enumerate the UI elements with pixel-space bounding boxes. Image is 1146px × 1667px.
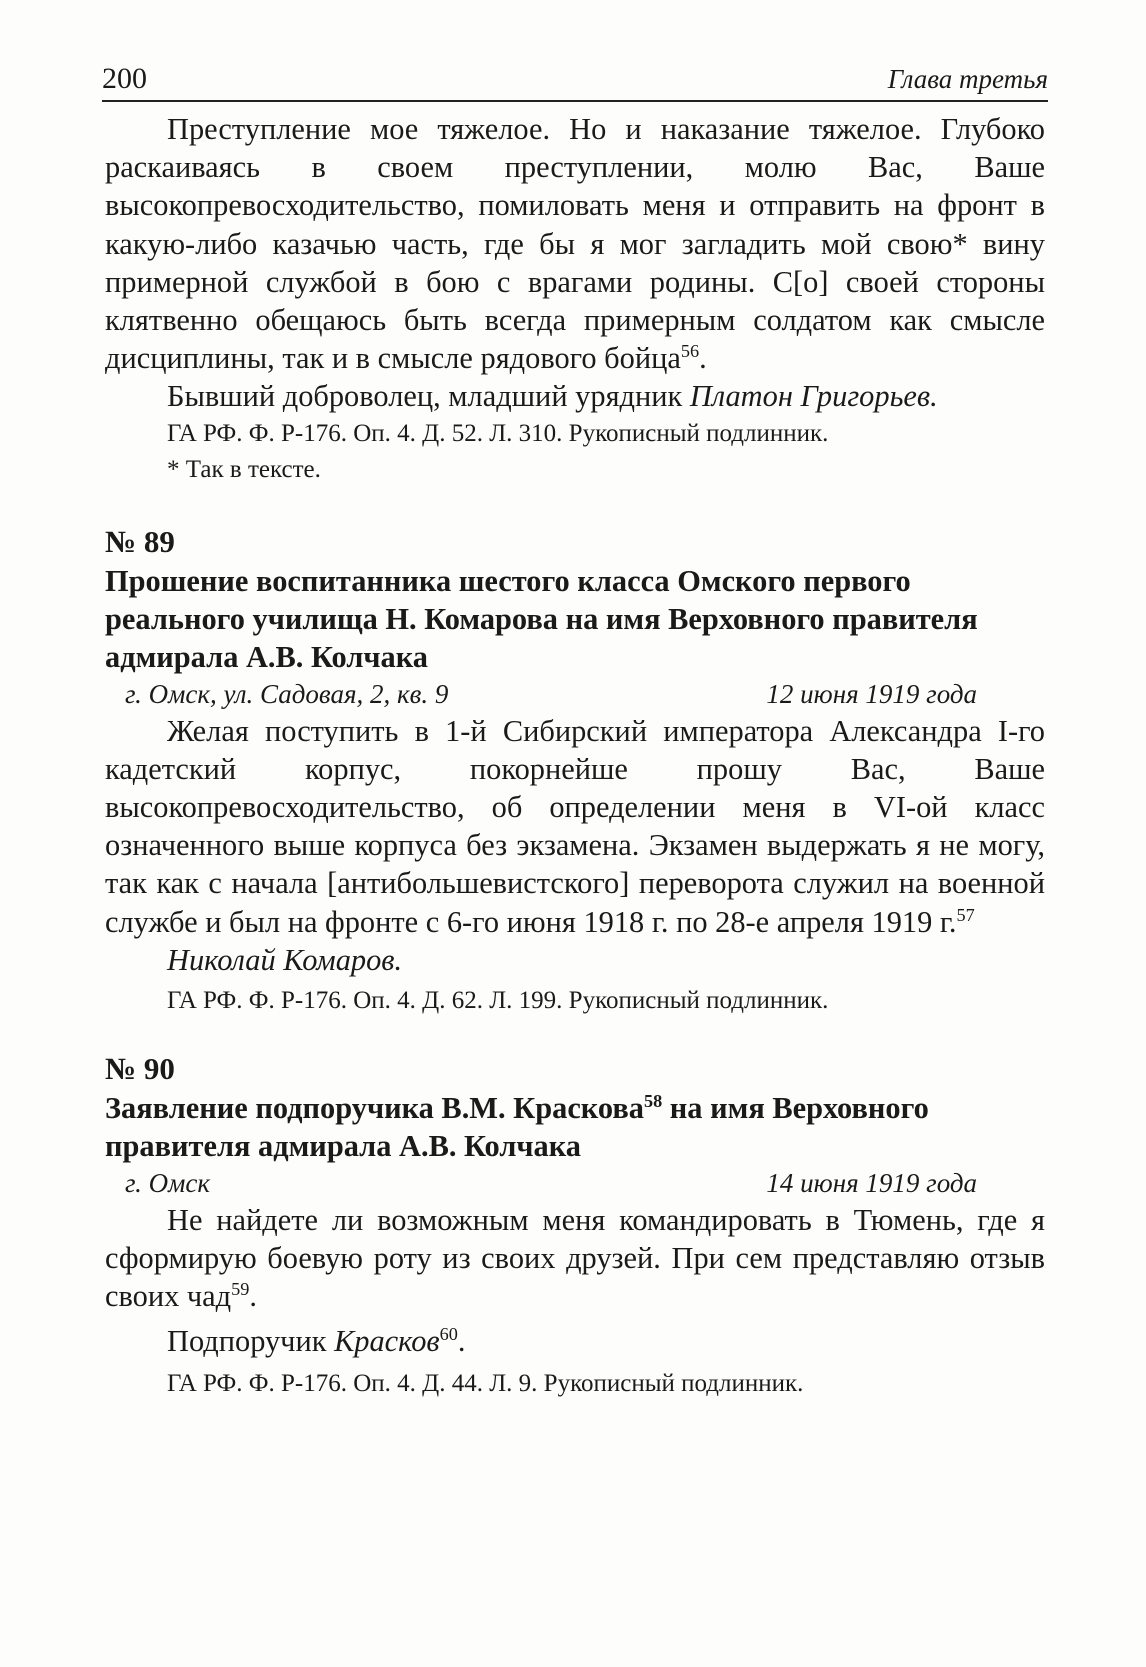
- doc-89-date: 12 июня 1919 года: [766, 678, 977, 709]
- running-header: [102, 60, 1048, 102]
- footnote-ref: 60: [439, 1323, 458, 1344]
- doc-90-meta: [105, 1165, 1045, 1201]
- doc-89-signature: Николай Комаров.: [167, 942, 403, 977]
- doc-89-place: г. Омск, ул. Садовая, 2, кв. 9: [125, 678, 449, 709]
- doc-90-title: Заявление подпоручика В.М. Краскова$^{58}$ на имя Верховного правителя адмирала А.В. Колчака: [105, 1090, 929, 1164]
- doc-89-meta: [105, 676, 1045, 712]
- prev-doc-source: ГА РФ. Ф. Р-176. Оп. 4. Д. 52. Л. 310. Рукописный подлинник.: [167, 419, 829, 447]
- footnote-ref: 56: [680, 341, 700, 362]
- page-body: [105, 110, 1045, 1402]
- page-number: 200: [102, 62, 147, 95]
- doc-89-title: Прошение воспитанника шестого класса Омского первого реального училища Н. Комарова на имя Верховного правителя адмирала А.В. Колчака: [105, 563, 978, 674]
- doc-89-text: Желая поступить в 1-й Сибирский императора Александра I-го кадетский корпус, покорнейше прошу Вас, Ваше высокопревосходительство, об определении меня в VI-ой класс означенного выше корпуса без экзамена. Экзамен выдержать я не могу, так как с начала [антибольшевистского] переворота служил на военной службе и был на фронте с 6-го июня 1918 г. по 28-е апреля 1919 г.$^{57}$: [105, 713, 1045, 939]
- doc-90-source: ГА РФ. Ф. Р-176. Оп. 4. Д. 44. Л. 9. Рукописный подлинник.: [167, 1369, 804, 1397]
- doc-90-number: № 90: [105, 1051, 175, 1087]
- chapter-title: Глава третья: [887, 64, 1048, 94]
- footnote-ref: 58: [643, 1090, 663, 1111]
- doc-90-signature: Подпоручик Красков$^{60}$.: [167, 1323, 466, 1358]
- footnote-ref: 57: [956, 904, 975, 925]
- doc-89-source: ГА РФ. Ф. Р-176. Оп. 4. Д. 62. Л. 199. Рукописный подлинник.: [167, 987, 829, 1015]
- doc-89-number: № 89: [105, 523, 175, 559]
- prev-doc-signature: Бывший доброволец, младший урядник Платон Григорьев.: [167, 379, 938, 414]
- prev-doc-note: * Так в тексте.: [167, 455, 321, 483]
- doc-90-text: Не найдете ли возможным меня командировать в Тюмень, где я сформирую боевую роту из своих друзей. При сем представляю отзыв своих чад$^{59}$.: [105, 1203, 1045, 1314]
- doc-90-date: 14 июня 1919 года: [766, 1168, 977, 1199]
- footnote-ref: 59: [231, 1279, 250, 1300]
- prev-doc-paragraph: Преступление мое тяжелое. Но и наказание тяжелое. Глубоко раскаиваясь в своем преступлении, молю Вас, Ваше высокопревосходительство, помиловать меня и отправить на фронт в какую-либо казачью часть, где бы я мог загладить мой свою* вину примерной службой в бою с врагами родины. С[о] своей стороны клятвенно обещаюсь быть всегда примерным солдатом как смысле дисциплины, так и в смысле рядового бойца$^{56}$.: [105, 112, 1045, 376]
- doc-90-place: г. Омск: [125, 1168, 211, 1199]
